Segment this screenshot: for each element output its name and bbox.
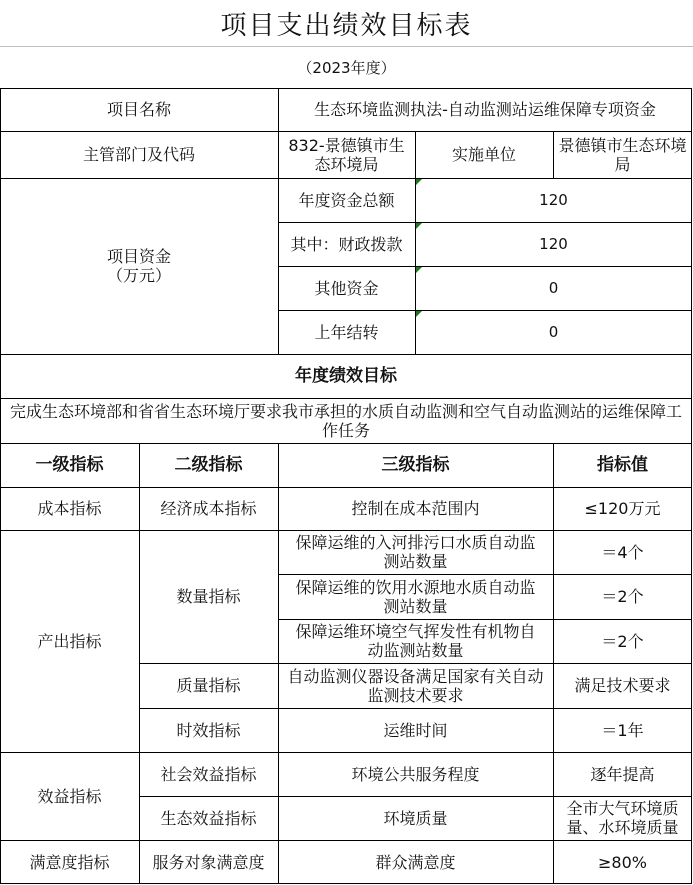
indicator-value: ＝2个 bbox=[601, 631, 644, 651]
indicator-value: 逐年提高 bbox=[590, 764, 655, 784]
indicator-value: 全市大气环境质量、水环境质量 bbox=[566, 799, 679, 837]
level3-cell: 群众满意度 bbox=[375, 852, 456, 872]
level2-cell: 质量指标 bbox=[176, 676, 241, 695]
level2-cell: 经济成本指标 bbox=[160, 499, 257, 518]
level1-cell: 产出指标 bbox=[37, 631, 102, 651]
indicator-value: ≤120万元 bbox=[584, 499, 661, 518]
level1-cell: 成本指标 bbox=[37, 499, 102, 518]
project-name-value: 生态环境监测执法-自动监测站运维保障专项资金 bbox=[314, 100, 656, 119]
level3-cell: 环境公共服务程度 bbox=[351, 764, 480, 784]
header-level3: 三级指标 bbox=[381, 454, 450, 475]
page-title: 项目支出绩效目标表 bbox=[0, 0, 693, 47]
impl-label: 实施单位 bbox=[451, 145, 516, 164]
cell-marker bbox=[416, 267, 422, 273]
level1-cell: 效益指标 bbox=[37, 786, 102, 806]
indicator-value: ＝4个 bbox=[601, 542, 644, 562]
level2-cell: 时效指标 bbox=[176, 720, 241, 740]
cell-marker bbox=[416, 311, 422, 317]
level3-cell: 保障运维的饮用水源地水质自动监测站数量 bbox=[295, 577, 536, 616]
level3-cell: 保障运维环境空气挥发性有机物自动监测站数量 bbox=[295, 622, 536, 660]
funds-row-label: 年度资金总额 bbox=[298, 190, 395, 210]
level2-cell: 社会效益指标 bbox=[160, 764, 257, 784]
funds-row-value: 120 bbox=[539, 234, 568, 253]
level3-cell: 自动监测仪器设备满足国家有关自动监测技术要求 bbox=[287, 666, 544, 705]
dept-label: 主管部门及代码 bbox=[82, 145, 195, 164]
dept-value: 832-景德镇市生态环境局 bbox=[288, 135, 405, 174]
cell-marker bbox=[416, 179, 422, 185]
level3-cell: 运维时间 bbox=[383, 720, 448, 740]
impl-value: 景德镇市生态环境局 bbox=[558, 135, 687, 174]
funds-row-value: 120 bbox=[539, 190, 568, 209]
header-value: 指标值 bbox=[597, 454, 648, 475]
cell-marker bbox=[416, 223, 422, 229]
indicator-value: ＝1年 bbox=[601, 720, 644, 740]
funds-row-value: 0 bbox=[548, 322, 559, 341]
level1-cell: 满意度指标 bbox=[29, 852, 110, 872]
funds-row-label: 上年结转 bbox=[314, 322, 379, 342]
funds-row-value: 0 bbox=[548, 278, 559, 297]
header-level1: 一级指标 bbox=[35, 454, 104, 475]
funds-row-label: 其他资金 bbox=[314, 278, 379, 298]
goal-text: 完成生态环境部和省省生态环境厅要求我市承担的水质自动监测和空气自动监测站的运维保障工作任务 bbox=[9, 401, 682, 440]
level2-cell: 服务对象满意度 bbox=[152, 852, 265, 872]
indicator-value: ＝2个 bbox=[601, 587, 644, 606]
project-name-label: 项目名称 bbox=[106, 100, 171, 119]
header-level2: 二级指标 bbox=[174, 454, 243, 475]
level3-cell: 保障运维的入河排污口水质自动监测站数量 bbox=[295, 533, 536, 571]
level2-cell: 生态效益指标 bbox=[160, 808, 257, 828]
funds-label: 项目资金 （万元） bbox=[106, 247, 171, 285]
indicator-value: ≥80% bbox=[598, 852, 647, 872]
funds-row-label: 其中：财政拨款 bbox=[290, 234, 403, 254]
level3-cell: 环境质量 bbox=[383, 808, 448, 828]
level3-cell: 控制在成本范围内 bbox=[351, 499, 480, 518]
year-label: （2023年度） bbox=[297, 58, 396, 77]
goal-heading: 年度绩效目标 bbox=[295, 365, 397, 386]
indicator-value: 满足技术要求 bbox=[574, 676, 671, 695]
level2-cell: 数量指标 bbox=[176, 587, 241, 606]
